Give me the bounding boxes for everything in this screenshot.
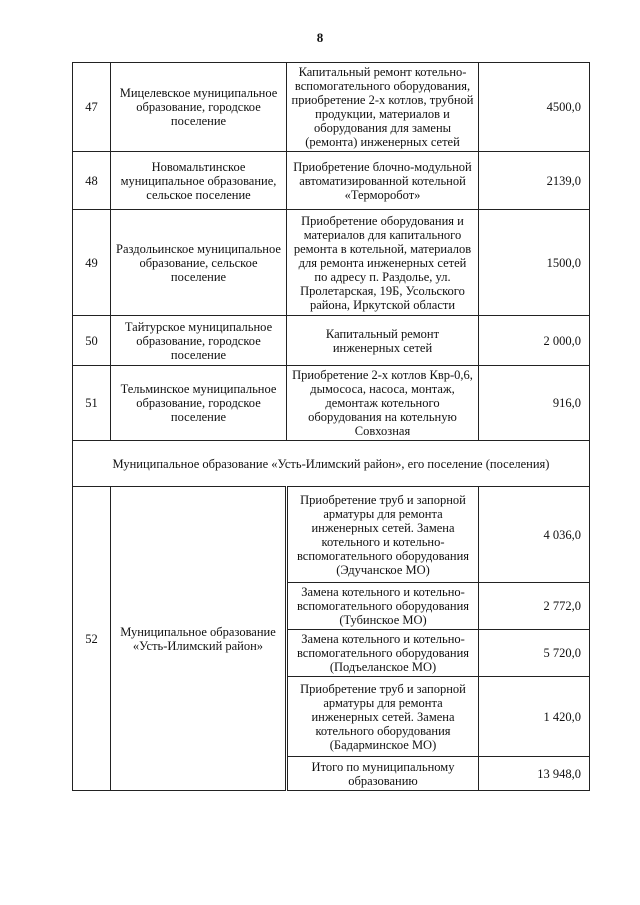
total-amount: 13 948,0	[479, 757, 590, 791]
description-cell: Приобретение труб и запорной арматуры для ремонта инженерных сетей. Замена котельного и котельно-вспомогательного оборудования (Эдучанское МО)	[287, 487, 479, 583]
amount-cell: 4 036,0	[479, 487, 590, 583]
municipality-cell: Мицелевское муниципальное образование, городское поселение	[111, 63, 287, 152]
municipality-cell: Новомальтинское муниципальное образование, сельское поселение	[111, 152, 287, 210]
table-row	[73, 63, 590, 152]
table-row	[73, 316, 590, 366]
municipality-cell: Тельминское муниципальное образование, городское поселение	[111, 366, 287, 441]
section-header-row	[73, 441, 590, 487]
row-number: 49	[73, 210, 111, 316]
municipality-cell: Муниципальное образование «Усть-Илимский район»	[111, 487, 287, 791]
page-number: 8	[316, 30, 324, 45]
row-number: 48	[73, 152, 111, 210]
section-header: Муниципальное образование «Усть-Илимский район», его поселение (поселения)	[73, 441, 590, 487]
row-number: 52	[73, 487, 111, 791]
amount-cell: 916,0	[479, 366, 590, 441]
table-row	[73, 366, 590, 441]
row-number: 50	[73, 316, 111, 366]
amount-cell: 5 720,0	[479, 630, 590, 677]
amount-cell: 4500,0	[479, 63, 590, 152]
municipality-cell: Раздольинское муниципальное образование, сельское поселение	[111, 210, 287, 316]
municipality-cell: Тайтурское муниципальное образование, городское поселение	[111, 316, 287, 366]
program-table	[72, 62, 590, 791]
amount-cell: 1 420,0	[479, 677, 590, 757]
description-cell: Капитальный ремонт котельно-вспомогательного оборудования, приобретение 2-х котлов, трубной продукции, материалов и оборудования для замены (ремонта) инженерных сетей	[287, 63, 479, 152]
row-number: 51	[73, 366, 111, 441]
table-row	[73, 487, 590, 583]
description-cell: Замена котельного и котельно-вспомогательного оборудования (Подъеланское МО)	[287, 630, 479, 677]
amount-cell: 2 000,0	[479, 316, 590, 366]
description-cell: Капитальный ремонт инженерных сетей	[287, 316, 479, 366]
description-cell: Приобретение 2-х котлов Квр-0,6, дымососа, насоса, монтаж, демонтаж котельного оборудования на котельную Совхозная	[287, 366, 479, 441]
table-row	[73, 210, 590, 316]
amount-cell: 1500,0	[479, 210, 590, 316]
description-cell: Приобретение блочно-модульной автоматизированной котельной «Терморобот»	[287, 152, 479, 210]
row-number: 47	[73, 63, 111, 152]
amount-cell: 2139,0	[479, 152, 590, 210]
description-cell: Приобретение труб и запорной арматуры для ремонта инженерных сетей. Замена котельного оборудования (Бадарминское МО)	[287, 677, 479, 757]
total-label: Итого по муниципальному образованию	[287, 757, 479, 791]
description-cell: Приобретение оборудования и материалов для капитального ремонта в котельной, материалов для ремонта инженерных сетей по адресу п. Раздолье, ул. Пролетарская, 19Б, Усольского района, Иркутской области	[287, 210, 479, 316]
amount-cell: 2 772,0	[479, 583, 590, 630]
description-cell: Замена котельного и котельно-вспомогательного оборудования (Тубинское МО)	[287, 583, 479, 630]
table-row	[73, 152, 590, 210]
